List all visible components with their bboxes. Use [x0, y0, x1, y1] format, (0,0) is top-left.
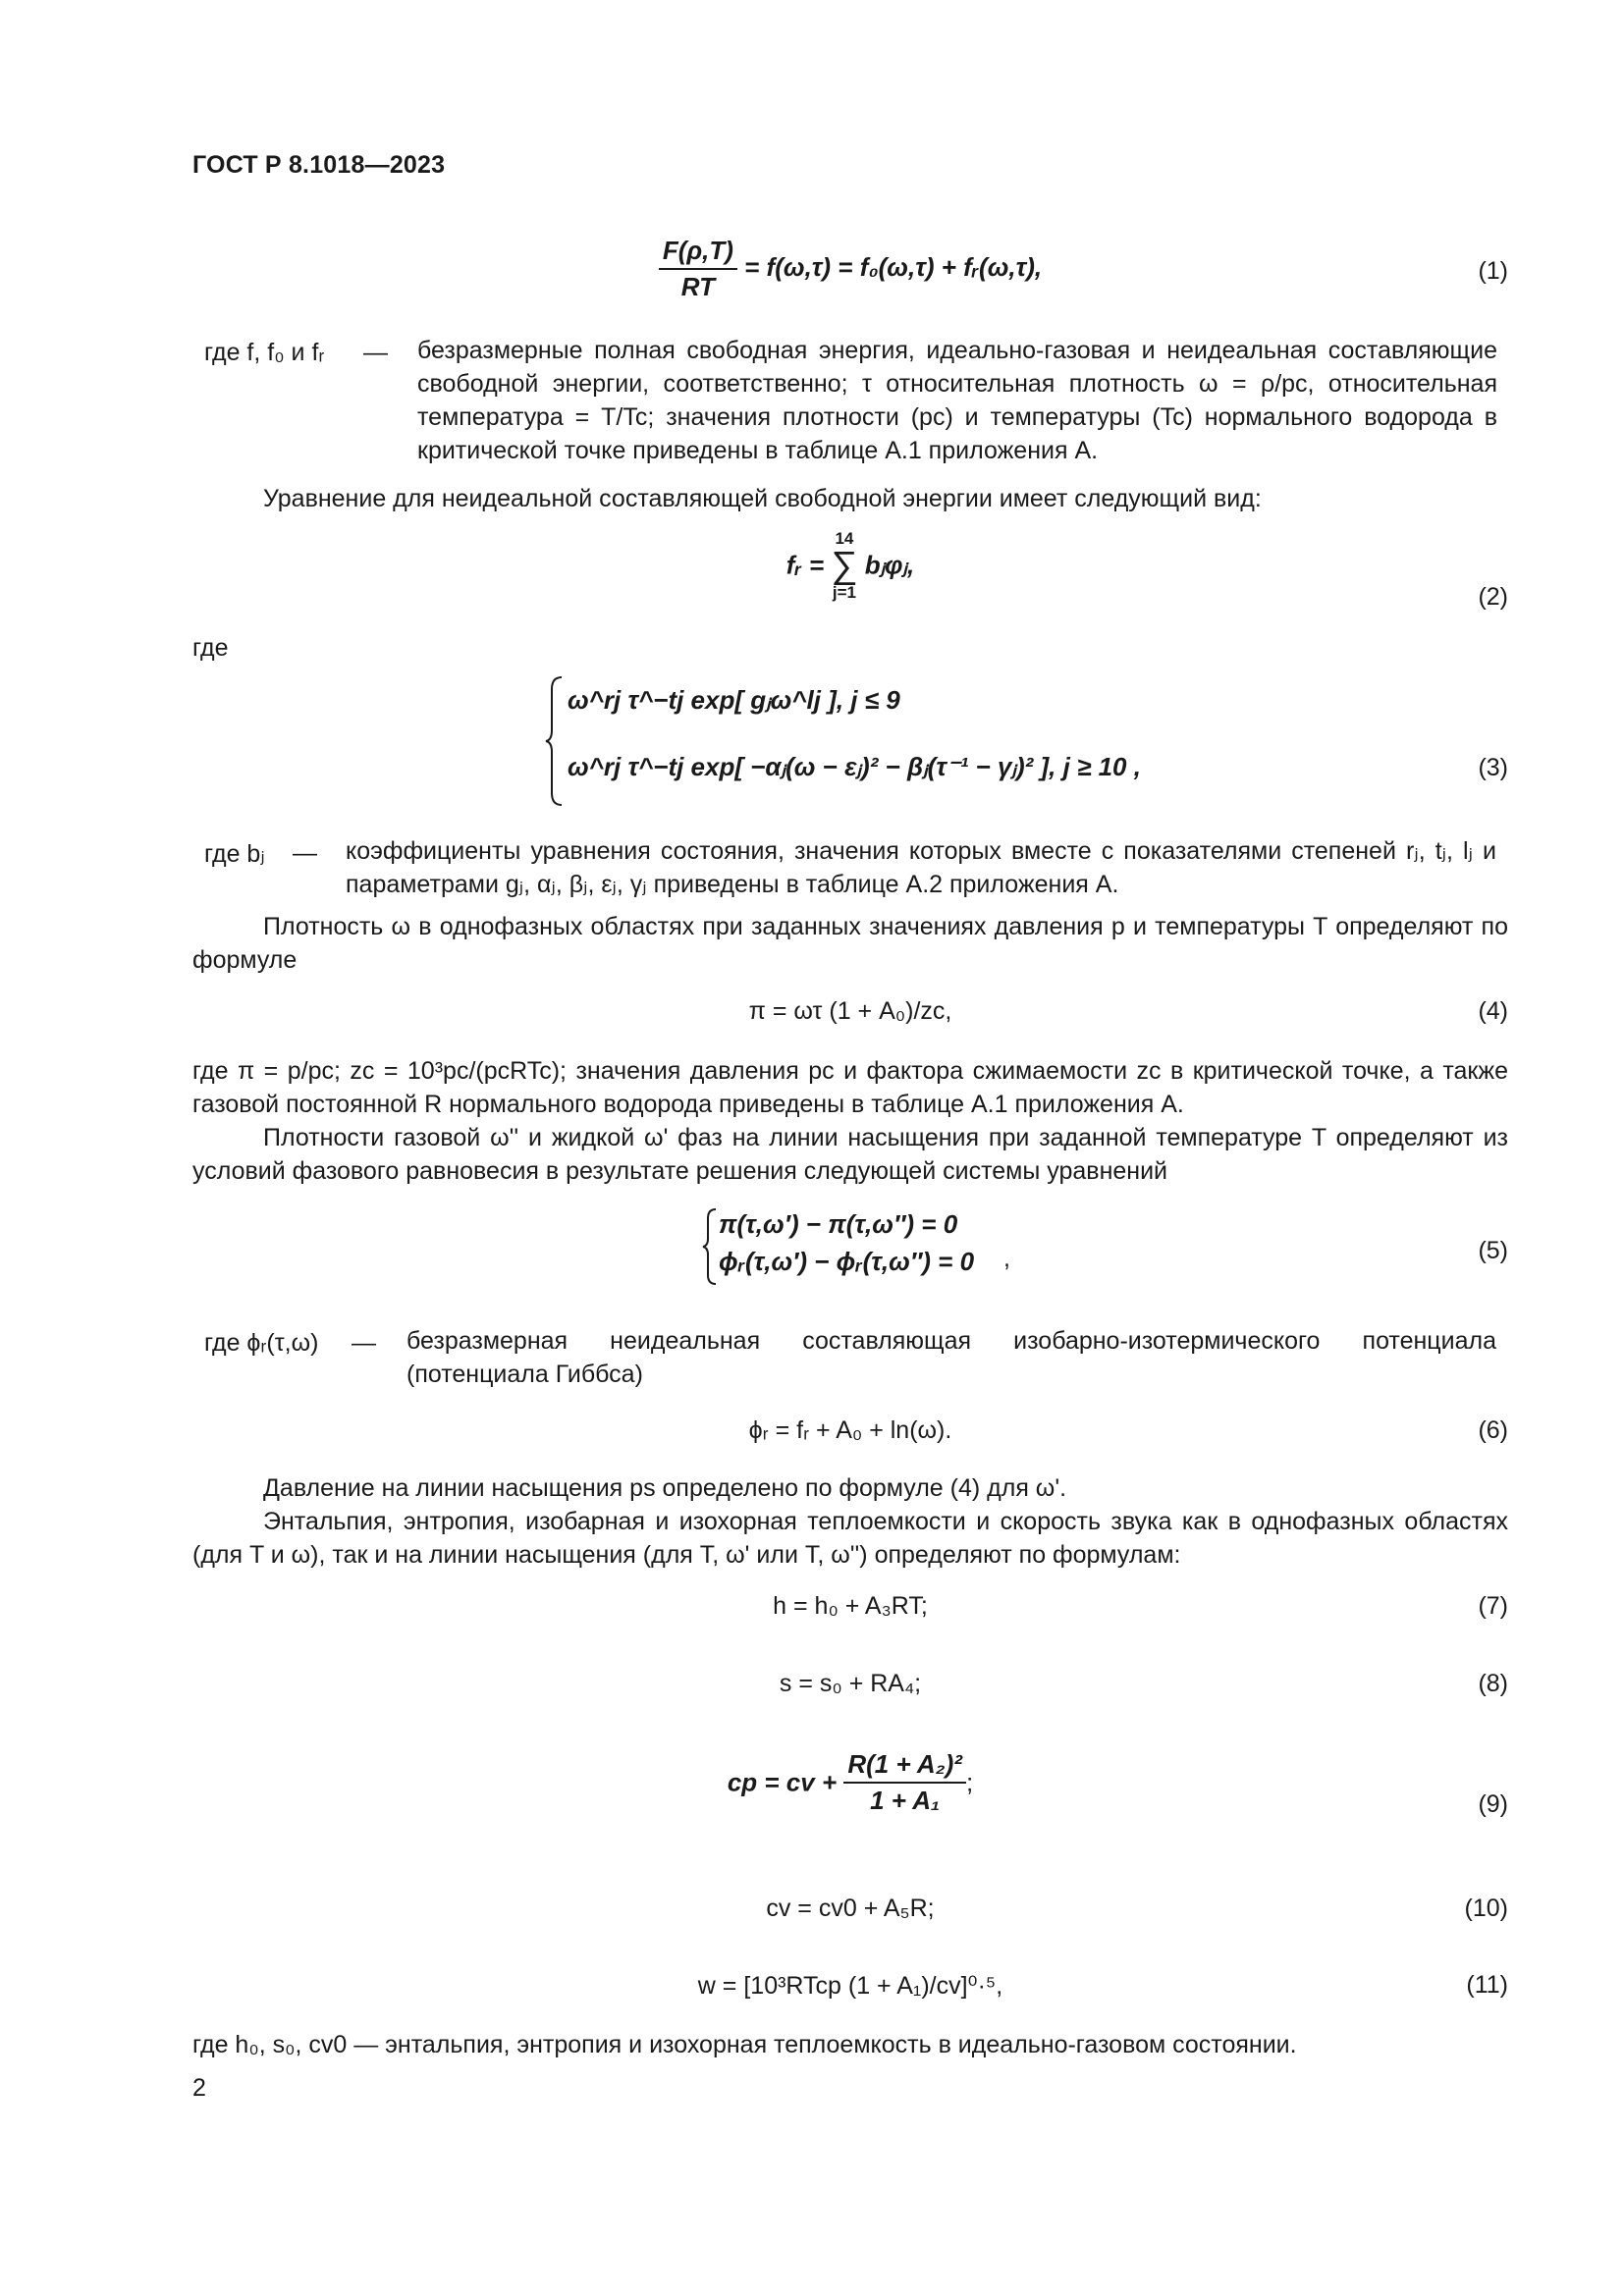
eq2-body: bⱼφⱼ, [864, 550, 915, 580]
equation-number: (2) [1478, 583, 1508, 611]
equation-4 [192, 997, 1508, 1033]
page-number: 2 [192, 2074, 206, 2102]
left-brace-icon [544, 675, 566, 808]
equation-number: (4) [1478, 997, 1508, 1025]
left-brace-icon [701, 1207, 719, 1286]
eq4-formula: π = ωτ (1 + A₀)/zc, [748, 997, 952, 1025]
eq8-formula: s = s₀ + RA₄; [779, 1670, 922, 1697]
paragraph-1: Уравнение для неидеальной составляющей свободной энергии имеет следующий вид: [263, 485, 1262, 512]
equation-number: (9) [1478, 1790, 1508, 1818]
equation-5 [192, 1207, 1508, 1286]
equation-6 [192, 1416, 1508, 1452]
eq9-denominator: 1 + A₁ [870, 1786, 941, 1815]
where-plain: где [192, 634, 229, 662]
equation-number: (1) [1478, 257, 1508, 285]
eq1-numerator: F(ρ,T) [659, 236, 737, 270]
eq5-line-1: π(τ,ω′) − π(τ,ω″) = 0 [719, 1209, 958, 1239]
where-text-1: безразмерные полная свободная энергия, идеально-газовая и неидеальная составляющие свободной энергии, соответственно; τ относительная плотность ω = ρ/pc, относительная температура = T/Tc; значения плотности (pc) и температуры (Tc) нормального водорода в критической точке приведены в таблице А.1 приложения А. [417, 337, 1497, 464]
eq9-tail: ; [965, 1767, 974, 1797]
where-text-3: безразмерная неидеальная составляющая изобарно-изотермического потенциала (потенциала Гиббса) [406, 1327, 1496, 1388]
equation-10 [192, 1895, 1508, 1930]
document-header: ГОСТ Р 8.1018—2023 [192, 151, 446, 179]
eq5-tail: , [1003, 1245, 1010, 1272]
paragraph-6: Энтальпия, энтропия, изобарная и изохорная теплоемкости и скорость звука как в однофазных областях (для T и ω), так и на линии насыщения (для T, ω' или T, ω'') определяют по формулам: [192, 1508, 1508, 1569]
paragraph-7: где h₀, s₀, cv0 — энтальпия, энтропия и изохорная теплоемкость в идеально-газовом состоянии. [192, 2031, 1297, 2058]
eq2-lhs: fᵣ = [785, 550, 832, 580]
equation-number: (10) [1464, 1895, 1508, 1922]
equation-number: (11) [1466, 1971, 1508, 1999]
eq1-denominator: RT [680, 272, 715, 301]
paragraph-2: Плотность ω в однофазных областях при заданных значениях давления p и температуры T определяют по формуле [192, 913, 1508, 974]
equation-number: (8) [1478, 1670, 1508, 1697]
where-dash-3: — [352, 1329, 376, 1357]
eq10-formula: cv = cv0 + A₅R; [766, 1895, 935, 1922]
equation-number: (3) [1478, 754, 1508, 781]
equation-number: (6) [1478, 1416, 1508, 1444]
equation-number: (7) [1478, 1592, 1508, 1620]
equation-2 [192, 530, 1508, 618]
equation-3 [192, 675, 1508, 813]
eq9-numerator: R(1 + A₂)² [843, 1749, 966, 1784]
eq3-line-1: ω^rj τ^−tj exp[ gⱼω^lj ], j ≤ 9 [568, 685, 900, 715]
equation-1 [192, 236, 1508, 304]
equation-7 [192, 1592, 1508, 1628]
paragraph-4: Плотности газовой ω'' и жидкой ω' фаз на линии насыщения при заданной температуре T определяют из условий фазового равновесия в результате решения следующей системы уравнений [192, 1124, 1508, 1185]
where-text-2: коэффициенты уравнения состояния, значения которых вместе с показателями степеней rⱼ, tⱼ, lⱼ и параметрами gⱼ, αⱼ, βⱼ, εⱼ, γⱼ приведены в таблице А.2 приложения А. [346, 837, 1496, 898]
eq6-formula: ϕᵣ = fᵣ + A₀ + ln(ω). [748, 1416, 952, 1444]
paragraph-5: Давление на линии насыщения ps определено по формуле (4) для ω'. [263, 1474, 1067, 1502]
eq2-sum-lower: j=1 [832, 583, 856, 602]
eq11-formula: w = [10³RTcp (1 + A₁)/cv]⁰·⁵, [697, 1972, 1003, 2000]
equation-number: (5) [1478, 1237, 1508, 1264]
eq9-lhs: cp = cv + [727, 1767, 844, 1797]
where-label-1: где f, f₀ и fᵣ [204, 339, 325, 366]
sum-symbol: ∑ [831, 545, 858, 586]
equation-8 [192, 1670, 1508, 1705]
eq5-line-2: ϕᵣ(τ,ω′) − ϕᵣ(τ,ω″) = 0 [719, 1247, 975, 1276]
where-dash-1: — [363, 339, 388, 366]
equation-9 [192, 1749, 1508, 1847]
where-label-3: где ϕᵣ(τ,ω) [204, 1329, 319, 1357]
where-label-2: где bⱼ [204, 840, 265, 868]
eq1-rhs: = f(ω,τ) = f₀(ω,τ) + fᵣ(ω,τ), [736, 251, 1043, 282]
paragraph-3: где π = p/pc; zc = 10³pc/(pcRTc); значения давления pc и фактора сжимаемости zc в критической точке, а также газовой постоянной R нормального водорода приведены в таблице А.1 приложения А. [192, 1057, 1508, 1118]
equation-11 [192, 1971, 1508, 2006]
eq2-sum-upper: 14 [835, 529, 854, 548]
where-dash-2: — [293, 839, 317, 867]
eq3-line-2: ω^rj τ^−tj exp[ −αⱼ(ω − εⱼ)² − βⱼ(τ⁻¹ − γⱼ)² ], j ≥ 10 , [568, 752, 1141, 781]
eq7-formula: h = h₀ + A₃RT; [773, 1592, 928, 1620]
